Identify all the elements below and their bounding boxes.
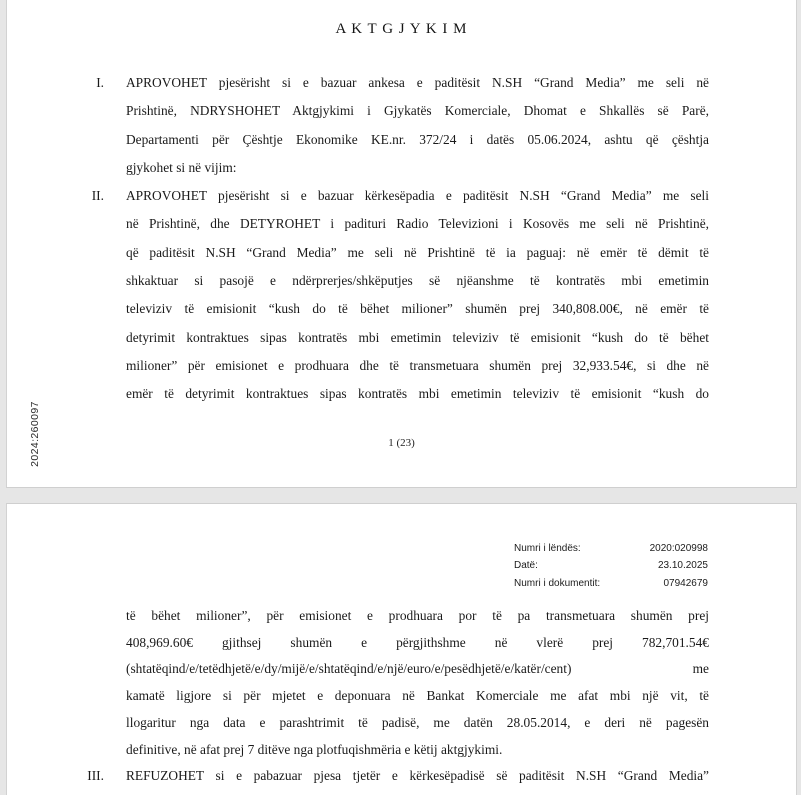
text-line: REFUZOHET si e pabazuar pjesa tjetër e kërkesëpadisë së paditësit N.SH “Grand Media” xyxy=(126,768,709,784)
text-line: llogaritur nga data e parashtrimit të padisë, me datën 28.05.2014, e deri në pagesën xyxy=(126,714,709,730)
text-line: të bëhet milioner”, për emisionet e prodhuara por të pa transmetuara shumën prej xyxy=(126,608,709,623)
judgment-continuation xyxy=(87,603,709,790)
item-numeral: I. xyxy=(96,75,104,90)
list-item-I xyxy=(96,69,709,182)
text-line: 408,969.60€ gjithsej shumën e përgjithshme në vlerë prej 782,701.54€ xyxy=(126,634,709,650)
text-line: shkaktuar si pasojë e ndërprerjes/shkëputjes së njëanshme të kontratës mbi emetimin xyxy=(126,273,709,289)
judgment-items xyxy=(91,69,709,409)
case-meta-block xyxy=(514,540,708,592)
meta-value: 23.10.2025 xyxy=(657,560,708,572)
meta-value: 2020:020998 xyxy=(649,543,708,554)
text-line: (shtatëqind/e/tetëdhjetë/e/dy/mijë/e/shtatëqind/e/një/euro/e/pesëdhjetë/e/katër/cent) me xyxy=(126,661,709,677)
text-line: definitive, në afat prej 7 ditëve nga plotfuqishmëria e këtij aktgjykimi. xyxy=(126,741,503,757)
meta-label: Numri i dokumentit: xyxy=(514,577,601,589)
text-line: që paditësit N.SH “Grand Media” me seli në Prishtinë të ia paguaj: në emër të dëmit të xyxy=(126,244,709,260)
text-line: APROVOHET pjesërisht si e bazuar ankesa e paditësit N.SH “Grand Media” me seli në xyxy=(126,75,709,90)
meta-row-date xyxy=(514,557,708,574)
text-line: në Prishtinë, dhe DETYROHET i padituri Radio Televizioni i Kosovës me seli në Prishtinë, xyxy=(126,216,709,232)
case-number-stamp: 2024:260097 xyxy=(29,401,41,467)
text-line: gjykohet si në vijim: xyxy=(126,159,237,175)
list-item-II xyxy=(91,182,709,408)
item-numeral: III. xyxy=(87,768,104,784)
page-1 xyxy=(6,0,797,488)
meta-value: 07942679 xyxy=(663,577,708,589)
document-title: A K T G J Y K I M xyxy=(335,21,468,37)
text-line: kamatë ligjore si për mjetet e deponuara në Bankat Komerciale me afat mbi një vit, të xyxy=(126,688,709,704)
text-line: emër të detyrimit kontraktues sipas kontratës mbi emetimin televiziv të emisionit “kush do xyxy=(126,386,709,402)
page-2 xyxy=(6,503,797,795)
page-number: 1 (23) xyxy=(388,437,415,449)
text-line: Departamenti për Çështje Ekonomike KE.nr. 372/24 i datës 05.06.2024, ashtu që çështja xyxy=(126,131,709,147)
meta-row-case-number xyxy=(514,540,708,557)
text-line: detyrimit kontraktues sipas kontratës mbi emetimin televiziv të emisionit “kush do të bëhet xyxy=(126,329,709,345)
text-line: Prishtinë, NDRYSHOHET Aktgjykimi i Gjykatës Komerciale, Dhomat e Shkallës së Parë, xyxy=(126,103,709,119)
text-line: APROVOHET pjesërisht si e bazuar kërkesëpadia e paditësit N.SH “Grand Media” me seli xyxy=(126,188,709,204)
text-line: televiziv të emisionit “kush do të bëhet milioner” shumën prej 340,808.00€, në emër të xyxy=(126,301,709,317)
meta-label: Datë: xyxy=(514,560,538,572)
meta-row-document-number xyxy=(514,575,708,592)
item-numeral: II. xyxy=(91,188,104,204)
text-line: milioner” për emisionet e prodhuara dhe të transmetuara shumën prej 32,933.54€, si dhe në xyxy=(126,357,709,373)
meta-label: Numri i lëndës: xyxy=(514,543,581,554)
list-item-III xyxy=(87,763,709,790)
